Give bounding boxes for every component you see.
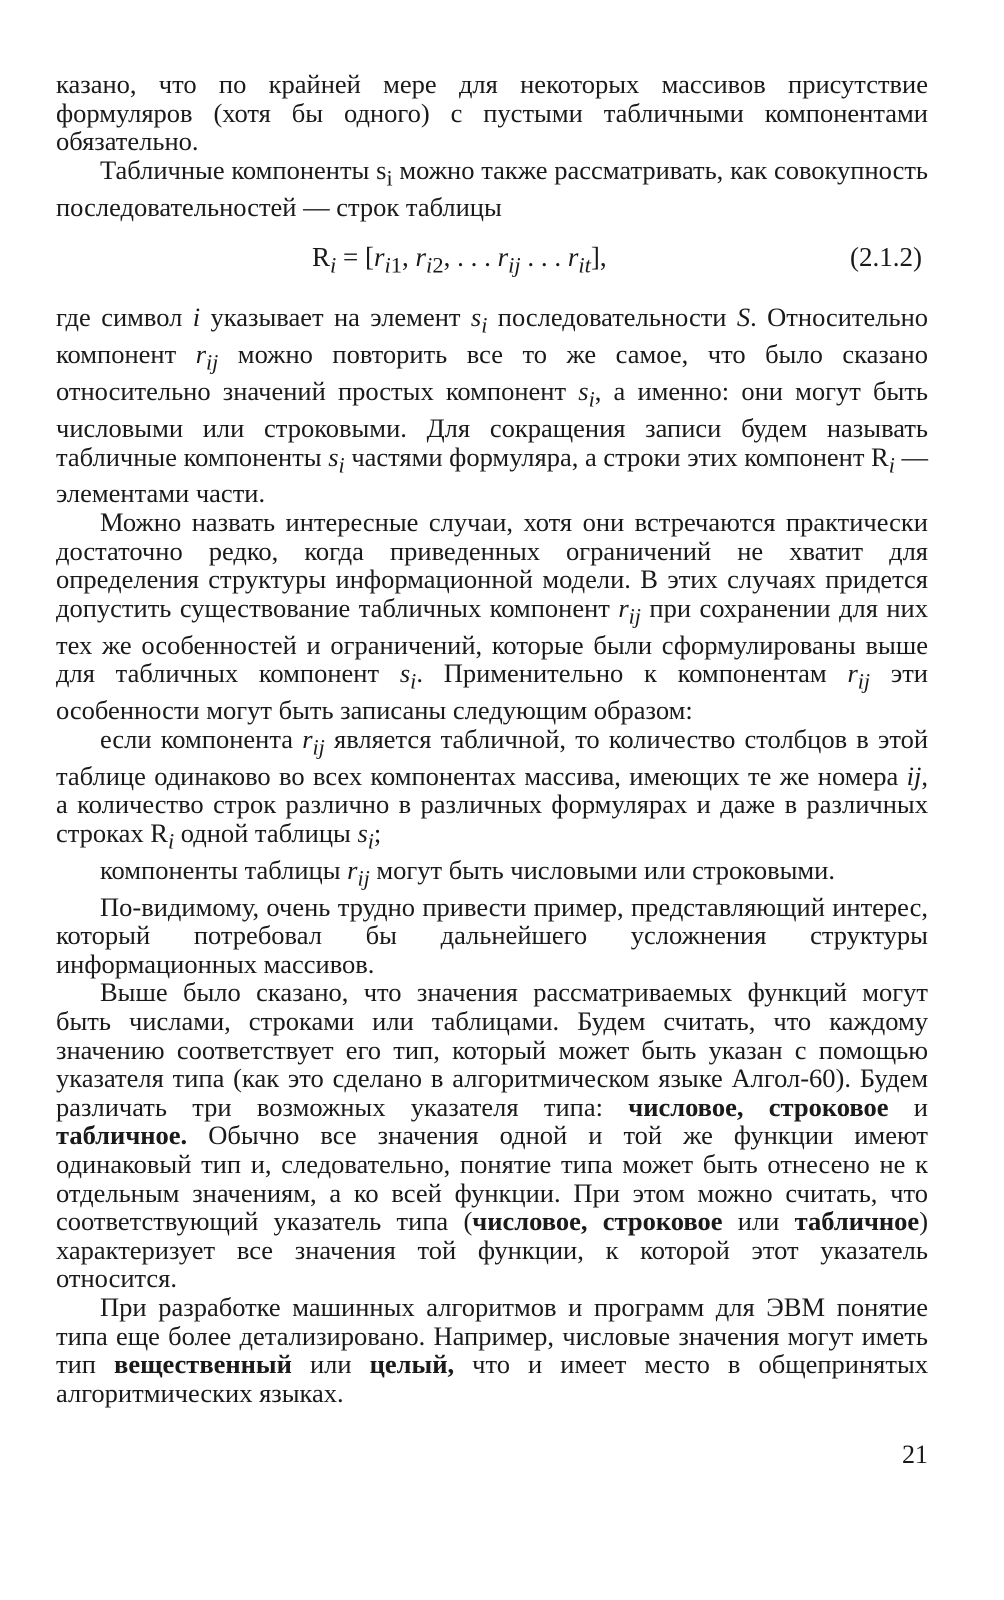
paragraph-6: компоненты таблицы $r_{ij}$ могут быть числовыми или строковыми. [100,854,835,891]
paragraph-5: если компонента $r_{ij}$ является табличной, то количество столбцов в этой таблице одинаково во всех компонентах массива, имеющих те же номера ij, а количество строк различно в различных формулярах и даже в различных строках $R_i$ одной таблицы $s_i$; [56,723,928,854]
paragraph-7: По-видимому, очень трудно привести пример, представляющий интерес, который потребовал бы дальнейшего усложнения структуры информационных массивов. [56,891,928,979]
equation-number: (2.1.2) [850,242,922,273]
formula-row [56,233,928,289]
paragraph-1: казано, что по крайней мере для некоторых массивов присутствие формуляров (хотя бы одного) с пустыми табличными компонентами обязательно. [56,69,928,157]
body-text [56,70,928,1407]
formula: $R_i = [r_{i1}$, $r_{i2}$, . . . $r_{ij}$ . . . $r_{it}$], [312,242,607,278]
page-number: 21 [902,1440,928,1469]
paragraph-3: где символ i указывает на элемент $s_i$ последовательности S. Относительно компонент $r_{ij}$ можно повторить все то же самое, что было сказано относительно значений простых компонент $s_i$, а именно: они могут быть числовыми или строковыми. Для сокращения записи будем называть табличные компоненты $s_i$ частями формуляра, а строки этих компонент $R_i$ — элементами части. [56,302,929,509]
paragraph-4: Можно назвать интересные случаи, хотя они встречаются практически достаточно редко, когда приведенных ограничений не хватит для определения структуры информационной модели. В этих случаях придется допустить существование табличных компонент $r_{ij}$ при сохранении для них тех же особенностей и ограничений, которые были сформулированы выше для табличных компонент $s_i$. Применительно к компонентам $r_{ij}$ эти особенности могут быть записаны следующим образом: [56,507,928,726]
paragraph-2: Табличные компоненты $s_i$ можно также рассматривать, как совокупность последовательностей — строк таблицы [56,154,928,222]
paragraph-9: При разработке машинных алгоритмов и программ для ЭВМ понятие типа еще более детализировано. Например, числовые значения могут иметь тип вещественный или целый, что и имеет место в общепринятых алгоритмических языках. [56,1291,928,1408]
paragraph-8: Выше было сказано, что значения рассматриваемых функций могут быть числами, строками или таблицами. Будем считать, что каждому значению соответствует его тип, который может быть указан с помощью указателя типа (как это сделано в алгоритмическом языке Алгол-60). Будем различать три возможных указателя типа: числовое, строковое и табличное. Обычно все значения одной и той же функции имеют одинаковый тип и, следовательно, понятие типа может быть отнесено не к отдельным значениям, а ко всей функции. При этом можно считать, что соответствующий указатель типа (числовое, строковое или табличное) характеризует все значения той функции, к которой этот указатель относится. [56,977,929,1294]
